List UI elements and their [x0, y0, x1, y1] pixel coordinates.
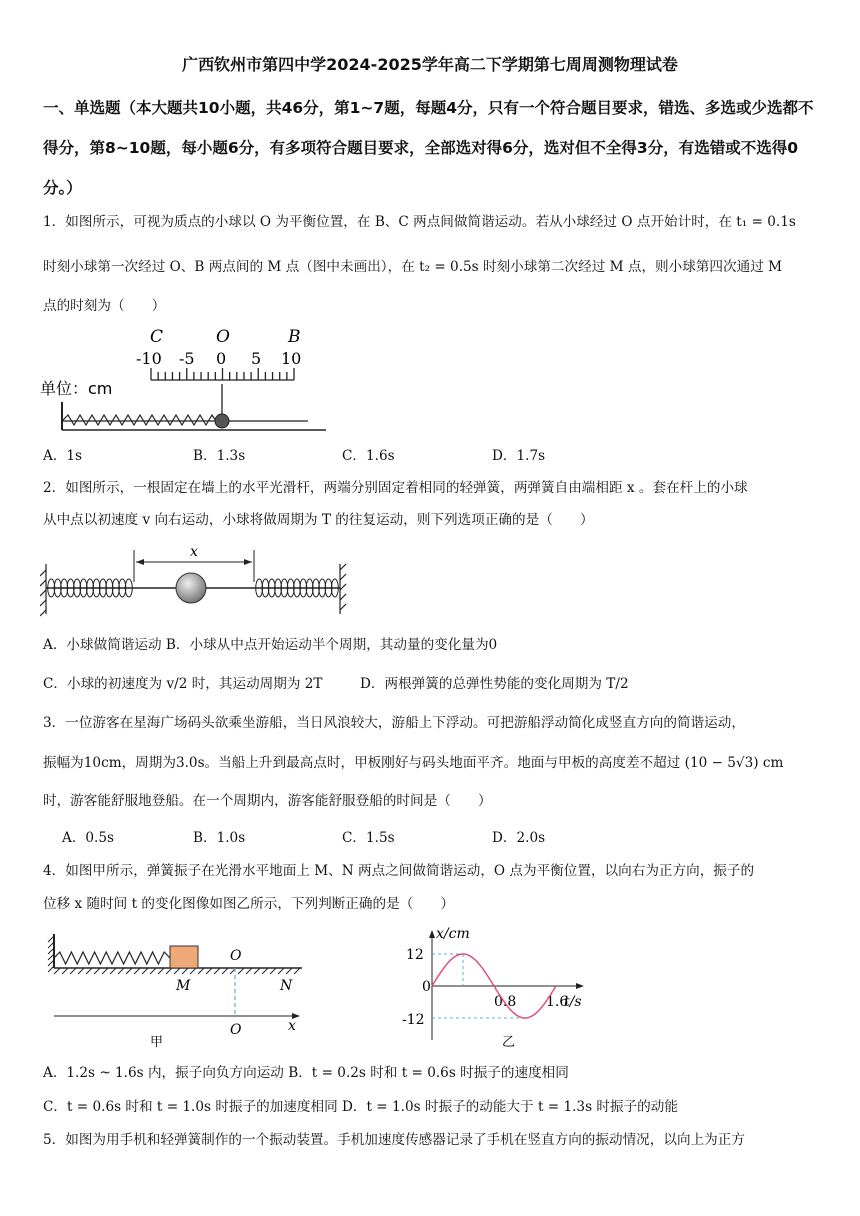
q4-ground-hatch [86, 968, 92, 974]
q2-line1: 2．如图所示，一根固定在墙上的水平光滑杆，两端分别固定着相同的轻弹簧，两弹簧自由端相距 x 。套在杆上的小球 [43, 480, 748, 496]
q4-ground-hatch [102, 968, 108, 974]
q1-label-b: B [288, 327, 301, 347]
q4-label-x: x [288, 1018, 296, 1034]
q4-figure-a [44, 930, 314, 1050]
q1-tick-label: -10 [136, 349, 162, 368]
q2-option-ab: A．小球做简谐运动 B．小球从中点开始运动半个周期，其动量的变化量为0 [43, 637, 498, 653]
q1-line2: 时刻小球第一次经过 O、B 两点间的 M 点（图中未画出），在 t₂ = 0.5s 时刻小球第二次经过 M 点，则小球第四次通过 M [43, 259, 783, 275]
q4-line2: 位移 x 随时间 t 的变化图像如图乙所示，下列判断正确的是（ ） [43, 896, 455, 912]
q4-ground-hatch [126, 968, 132, 974]
q4-label-o: O [230, 948, 242, 964]
q2-ball [176, 573, 206, 603]
section-heading: 一、单选题（本大题共10小题，共46分，第1~7题，每题4分，只有一个符合题目要求，错选、多选或少选都不得分，第8~10题，每小题6分，有多项符合题目要求，全部选对得6分，选对但不全得3分，有选错或不选得0分。） [43, 99, 814, 197]
q3-option-c: C．1.5s [342, 830, 395, 846]
q1-unit: 单位：cm [40, 379, 113, 398]
q1-option-a: A．1s [43, 448, 83, 464]
q4-ground-hatch [222, 968, 228, 974]
q4-chart-ytop: 12 [406, 947, 424, 963]
q4-chart-t1: 0.8 [494, 994, 517, 1010]
page-title: 广西钦州市第四中学2024-2025学年高二下学期第七周周测物理试卷 [182, 55, 678, 74]
q4-ground-hatch [262, 968, 268, 974]
q4-chart [400, 922, 600, 1052]
q4-chart-origin: 0 [422, 979, 431, 995]
q1-line3: 点的时刻为（ ） [43, 298, 166, 314]
q1-ruler [151, 368, 294, 380]
q2-x-label: x [190, 544, 198, 560]
q4-ground-hatch [278, 968, 284, 974]
q4-ground-hatch [166, 968, 172, 974]
q4-ground-hatch [54, 968, 60, 974]
q4-chart-ylabel: x/cm [436, 926, 470, 942]
q4-line1: 4．如图甲所示，弹簧振子在光滑水平地面上 M、N 两点之间做简谐运动，O 点为平衡位置，以向右为正方向，振子的 [43, 863, 755, 879]
q1-option-b: B．1.3s [193, 448, 246, 464]
q1-label-c: C [150, 327, 164, 347]
q4-label-n: N [280, 978, 293, 994]
q4-ground-hatch [118, 968, 124, 974]
q4-ground-hatch [198, 968, 204, 974]
q4-ground-hatch [142, 968, 148, 974]
q1-label-o: O [216, 327, 230, 347]
q4-ground-hatch [246, 968, 252, 974]
q5-line1: 5．如图为用手机和轻弹簧制作的一个振动装置。手机加速度传感器记录了手机在竖直方向的振动情况，以向上为正方 [43, 1132, 745, 1148]
q3-line3: 时，游客能舒服地登船。在一个周期内，游客能舒服登船的时间是（ ） [43, 793, 492, 809]
q1-option-c: C．1.6s [342, 448, 395, 464]
q1-ball [215, 414, 229, 428]
q4-ground-hatch [78, 968, 84, 974]
q4-ground-hatch [62, 968, 68, 974]
q1-tick-label: 10 [281, 349, 302, 368]
q4-ground-hatch [94, 968, 100, 974]
q4-ground-hatch [254, 968, 260, 974]
q1-tick-label: -5 [179, 349, 195, 368]
q4-chart-xlabel: t/s [564, 994, 582, 1010]
q4-ground-hatch [206, 968, 212, 974]
q4-label-m: M [176, 978, 191, 994]
q4-caption-b: 乙 [502, 1035, 516, 1050]
q4-ground-hatch [110, 968, 116, 974]
q4-chart-ybottom: -12 [402, 1012, 425, 1028]
q1-tick-label: 5 [251, 349, 262, 368]
q4-ground-hatch [294, 968, 300, 974]
q4-option-cd: C．t = 0.6s 时和 t = 1.0s 时振子的加速度相同 D．t = 1.0s 时振子的动能大于 t = 1.3s 时振子的动能 [43, 1099, 678, 1115]
q4-ground-hatch [270, 968, 276, 974]
q2-line2: 从中点以初速度 v 向右运动，小球将做周期为 T 的往复运动，则下列选项正确的是（ ） [43, 512, 594, 528]
q4-label-o2: O [230, 1022, 242, 1038]
q4-ground-hatch [182, 968, 188, 974]
q1-option-d: D．1.7s [492, 448, 546, 464]
q2-figure [40, 542, 350, 617]
q4-chart-t2: 1.6 [546, 994, 569, 1010]
q4-ground-hatch [158, 968, 164, 974]
q1-line1: 1．如图所示，可视为质点的小球以 O 为平衡位置，在 B、C 两点间做简谐运动。若从小球经过 O 点开始计时，在 t₁ = 0.1s [43, 214, 796, 230]
q4-caption-a: 甲 [150, 1035, 164, 1050]
q3-line1: 3．一位游客在星海广场码头欲乘坐游船，当日风浪较大，游船上下浮动。可把游船浮动简化成竖直方向的简谐运动， [43, 715, 745, 731]
q3-line2: 振幅为10cm，周期为3.0s。当船上升到最高点时，甲板刚好与码头地面平齐。地面与甲板的高度差不超过 (10 − 5√3) cm [43, 755, 784, 771]
q4-ground-hatch [134, 968, 140, 974]
q2-option-c: C．小球的初速度为 v/2 时，其运动周期为 2T [43, 676, 323, 692]
q2-option-d: D．两根弹簧的总弹性势能的变化周期为 T/2 [360, 676, 629, 692]
q4-wall-hatch [48, 966, 54, 972]
q1-spring [62, 415, 216, 425]
q4-ground-hatch [238, 968, 244, 974]
q3-option-b: B．1.0s [193, 830, 246, 846]
q4-ground-hatch [70, 968, 76, 974]
q4-ground-hatch [190, 968, 196, 974]
q4-block [170, 946, 198, 968]
q4-option-ab: A．1.2s ~ 1.6s 内，振子向负方向运动 B．t = 0.2s 时和 t = 0.6s 时振子的速度相同 [43, 1065, 569, 1081]
q3-option-a: A．0.5s [62, 830, 115, 846]
q1-tick-label: 0 [216, 349, 227, 368]
q4-ground-hatch [174, 968, 180, 974]
q4-spring [54, 952, 170, 964]
q1-figure [36, 322, 336, 434]
q3-option-d: D．2.0s [492, 830, 546, 846]
q2-left-wall [40, 564, 46, 616]
q4-ground-hatch [150, 968, 156, 974]
q4-ground-hatch [214, 968, 220, 974]
q2-right-wall [340, 564, 346, 614]
q4-ground-hatch [286, 968, 292, 974]
